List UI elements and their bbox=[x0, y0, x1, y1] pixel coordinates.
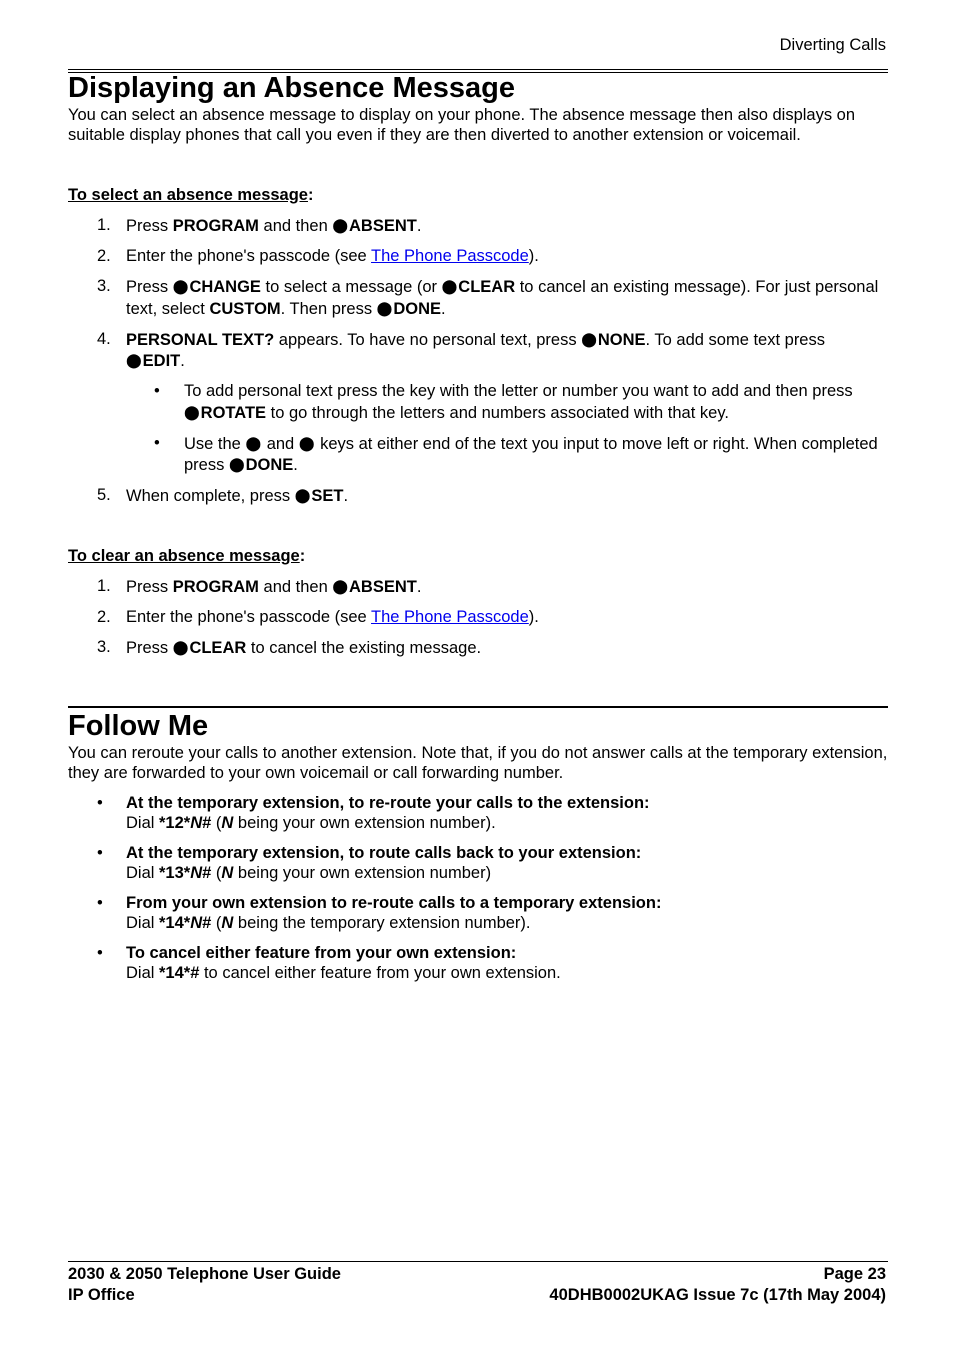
softkey-dot-icon: ⬤ bbox=[184, 403, 200, 420]
softkey-dot-icon: ⬤ bbox=[126, 352, 142, 368]
select-heading: To select an absence message: bbox=[68, 186, 314, 204]
page-footer bbox=[68, 1261, 888, 1306]
footer-product: IP Office bbox=[68, 1286, 135, 1304]
section-follow-me bbox=[68, 706, 888, 983]
softkey-dot-icon: ⬤ bbox=[332, 577, 349, 594]
page-header bbox=[68, 36, 888, 70]
select-steps bbox=[68, 215, 888, 372]
passcode-link[interactable]: The Phone Passcode bbox=[371, 247, 529, 265]
section-title: Displaying an Absence Message bbox=[68, 72, 515, 104]
edit-bullets bbox=[68, 381, 888, 476]
softkey-dot-icon: ⬤ bbox=[228, 456, 245, 472]
follow-me-list bbox=[68, 793, 888, 983]
list-item: • To add personal text press the key with the letter or number you want to add and then press ⬤ROTATE to go through the letters and numbers associated with that key. bbox=[154, 382, 853, 422]
list-item: • Use the ⬤ and ⬤ keys at either end of the text you input to move left or right. When completed press ⬤DONE. bbox=[154, 433, 878, 474]
softkey-dot-icon: ⬤ bbox=[441, 278, 458, 294]
list-item: 1. Press PROGRAM and then ⬤ABSENT. bbox=[97, 216, 422, 235]
softkey-dot-icon: ⬤ bbox=[332, 217, 349, 233]
section-title: Follow Me bbox=[68, 710, 209, 742]
list-item: • At the temporary extension, to route calls back to your extension: Dial *13*N# (N being your own extension number) bbox=[97, 844, 642, 882]
softkey-dot-icon: ⬤ bbox=[298, 434, 315, 451]
footer-page-number: Page 23 bbox=[823, 1265, 886, 1283]
footer-issue: 40DHB0002UKAG Issue 7c (17th May 2004) bbox=[549, 1286, 886, 1304]
section-intro: You can select an absence message to display on your phone. The absence message then also displays on suitable display phones that call you even if they are then diverted to another extension or voicemail. bbox=[68, 106, 856, 144]
list-item: 2. Enter the phone's passcode (see The Phone Passcode). bbox=[97, 247, 539, 265]
list-item: • At the temporary extension, to re-route your calls to the extension: Dial *12*N# (N being your own extension number). bbox=[97, 794, 650, 832]
softkey-dot-icon: ⬤ bbox=[245, 434, 262, 451]
softkey-dot-icon: ⬤ bbox=[172, 638, 189, 655]
list-item: 1. Press PROGRAM and then ⬤ABSENT. bbox=[97, 576, 422, 596]
section-intro: You can reroute your calls to another extension. Note that, if you do not answer calls at the temporary extension, they are forwarded to your own voicemail or call forwarding number. bbox=[68, 744, 888, 782]
header-title: Diverting Calls bbox=[779, 36, 886, 54]
clear-steps bbox=[68, 576, 888, 659]
passcode-link[interactable]: The Phone Passcode bbox=[371, 607, 529, 626]
list-item: 2. Enter the phone's passcode (see The Phone Passcode). bbox=[97, 607, 539, 626]
list-item: 3. Press ⬤CLEAR to cancel the existing message. bbox=[97, 637, 482, 657]
softkey-dot-icon: ⬤ bbox=[294, 487, 311, 503]
list-item: 3. Press ⬤CHANGE to select a message (or ⬤CLEAR to cancel an existing message). For just personal text, select CUSTOM. Then press ⬤DONE. bbox=[97, 277, 879, 318]
clear-heading: To clear an absence message: bbox=[68, 546, 306, 565]
section-absence-message bbox=[68, 72, 888, 658]
list-item: • From your own extension to re-route calls to a temporary extension: Dial *14*N# (N being the temporary extension number). bbox=[97, 894, 662, 932]
select-steps-cont bbox=[68, 485, 888, 507]
footer-guide-title: 2030 & 2050 Telephone User Guide bbox=[68, 1265, 341, 1283]
softkey-dot-icon: ⬤ bbox=[172, 278, 189, 294]
list-item: 5. When complete, press ⬤SET. bbox=[97, 486, 349, 505]
list-item: 4. PERSONAL TEXT? appears. To have no personal text, press ⬤NONE. To add some text press ⬤EDIT. bbox=[97, 329, 825, 370]
softkey-dot-icon: ⬤ bbox=[376, 299, 393, 316]
list-item: • To cancel either feature from your own extension: Dial *14*# to cancel either feature from your own extension. bbox=[97, 944, 561, 982]
softkey-dot-icon: ⬤ bbox=[581, 330, 597, 347]
